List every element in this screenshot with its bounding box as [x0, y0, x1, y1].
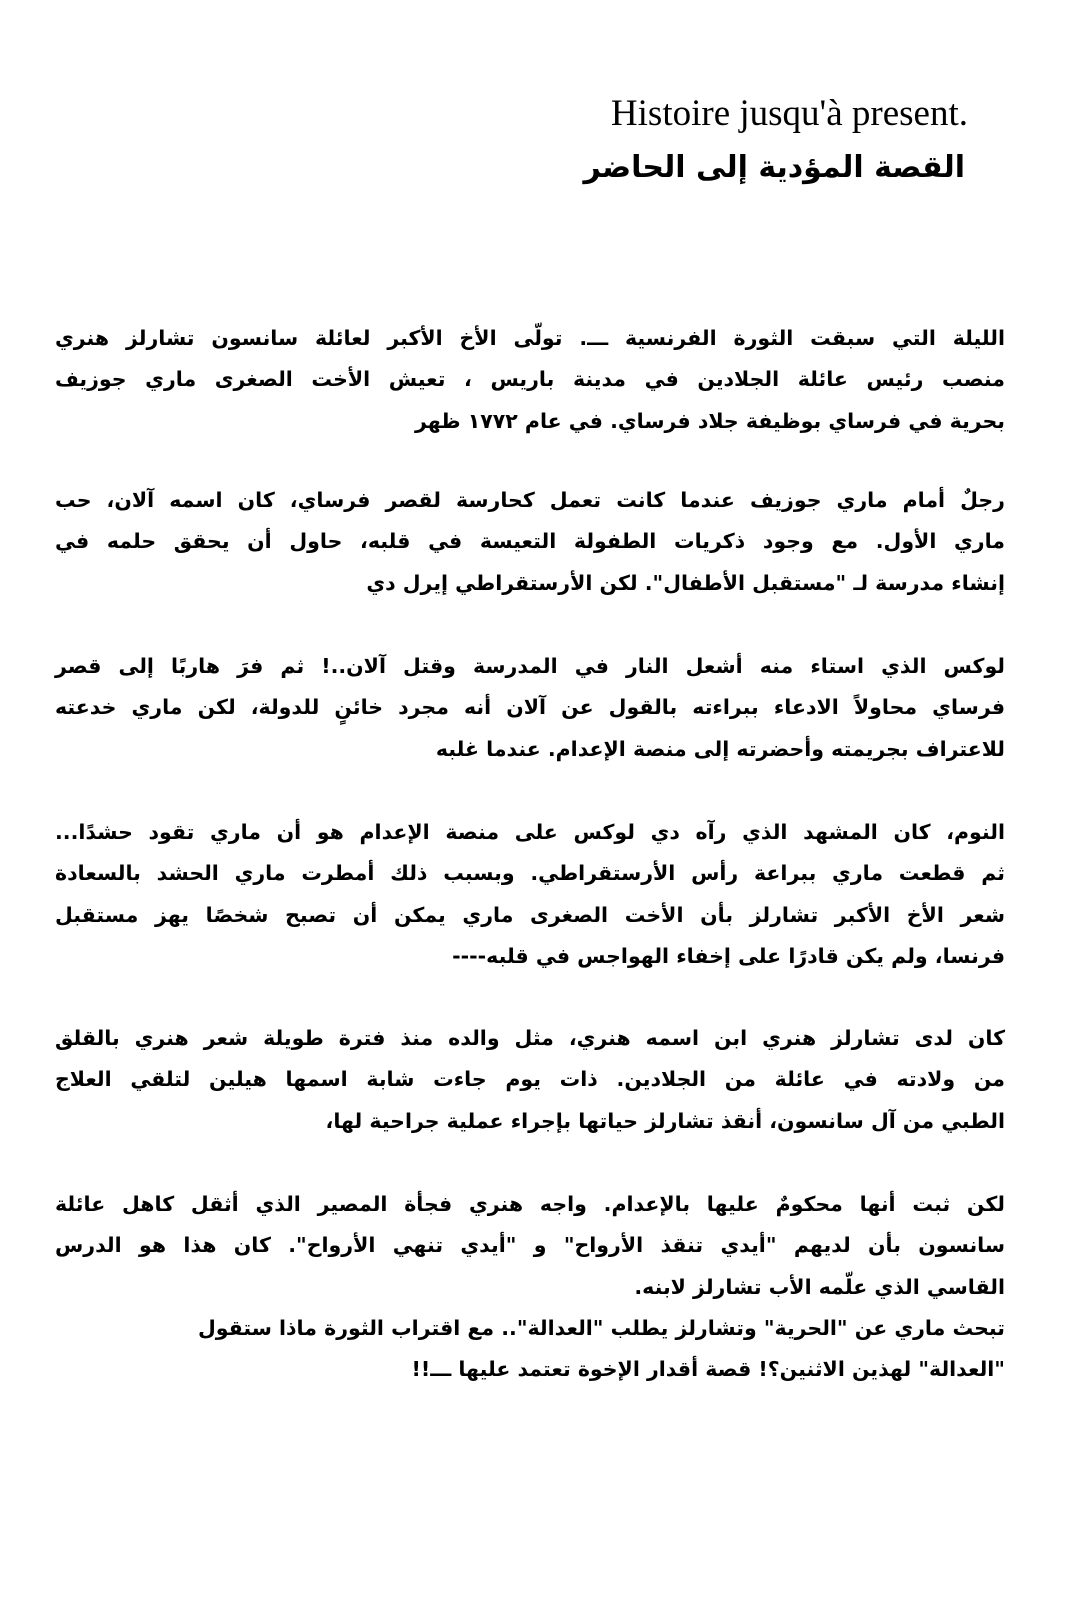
text-line: تبحث ماري عن "الحرية" وتشارلز يطلب "العدالة".. مع اقتراب الثورة ماذا ستقول: [197, 1315, 1005, 1340]
text-line: القاسي الذي علّمه الأب تشارلز لابنه.: [634, 1274, 1005, 1299]
text-line: رجلٌ أمام ماري جوزيف عندما كانت تعمل كحارسة لقصر فرساي، كان اسمه آلان، حب: [55, 488, 1005, 512]
text-line: شعر الأخ الأكبر تشارلز بأن الأخت الصغرى ماري يمكن أن تصبح شخصًا يهز مستقبل: [55, 902, 1005, 927]
text-line: "العدالة" لهذين الاثنين؟! قصة أقدار الإخوة تعتمد عليها ـــ!!: [411, 1357, 1005, 1382]
text-line: فرساي محاولاً الادعاء ببراءته بالقول عن آلان أنه مجرد خائنٍ للدولة، لكن ماري خدعته: [55, 695, 1005, 720]
text-line: إنشاء مدرسة لـ "مستقبل الأطفال". لكن الأرستقراطي إيرل دي: [366, 570, 1005, 595]
text-line: لوكس الذي استاء منه أشعل النار في المدرسة وقتل آلان..! ثم فرَ هاربًا إلى قصر: [55, 654, 1005, 678]
text-line: من ولادته في عائلة من الجلادين. ذات يوم جاءت شابة اسمها هيلين لتلقي العلاج: [55, 1067, 1005, 1092]
paragraph-2: [55, 480, 1005, 604]
text-line: ثم قطعت ماري ببراعة رأس الأرستقراطي. وبسبب ذلك أمطرت ماري الحشد بالسعادة: [55, 861, 1005, 886]
paragraph-5: [55, 1018, 1005, 1142]
text-line: منصب رئيس عائلة الجلادين في مدينة باريس ، تعيش الأخت الصغرى ماري جوزيف: [55, 367, 1005, 392]
text-line: فرنسا، ولم يكن قادرًا على إخفاء الهواجس في قلبه----: [452, 943, 1005, 968]
paragraph-1: [55, 318, 1005, 442]
text-line: لكن ثبت أنها محكومٌ عليها بالإعدام. واجه هنري فجأة المصير الذي أثقل كاهل عائلة: [55, 1192, 1005, 1216]
text-line: الطبي من آل سانسون، أنقذ تشارلز حياتها بإجراء عملية جراحية لها،: [325, 1108, 1005, 1133]
text-line: بحرية في فرساي بوظيفة جلاد فرساي. في عام ١٧٧٢ ظهر: [414, 408, 1005, 433]
text-line: النوم، كان المشهد الذي رآه دي لوكس على منصة الإعدام هو أن ماري تقود حشدًا...: [55, 820, 1005, 844]
text-line: كان لدى تشارلز هنري ابن اسمه هنري، مثل والده منذ فترة طويلة شعر هنري بالقلق: [55, 1026, 1005, 1050]
text-line: للاعتراف بجريمته وأحضرته إلى منصة الإعدام. عندما غلبه: [435, 736, 1005, 761]
paragraph-4: [55, 812, 1005, 977]
paragraph-6: [55, 1184, 1005, 1390]
text-line: سانسون بأن لديهم "أيدي تنقذ الأرواح" و "أيدي تنهي الأرواح". كان هذا هو الدرس: [55, 1233, 1005, 1258]
page-title-french: Histoire jusqu'à present.: [610, 93, 968, 134]
text-line: الليلة التي سبقت الثورة الفرنسية ـــ. تولّى الأخ الأكبر لعائلة سانسون تشارلز هنري: [55, 326, 1005, 350]
text-line: ماري الأول. مع وجود ذكريات الطفولة التعيسة في قلبه، حاول أن يحقق حلمه في: [55, 529, 1005, 554]
page-title-arabic: القصة المؤدية إلى الحاضر: [583, 150, 965, 185]
paragraph-3: [55, 646, 1005, 770]
